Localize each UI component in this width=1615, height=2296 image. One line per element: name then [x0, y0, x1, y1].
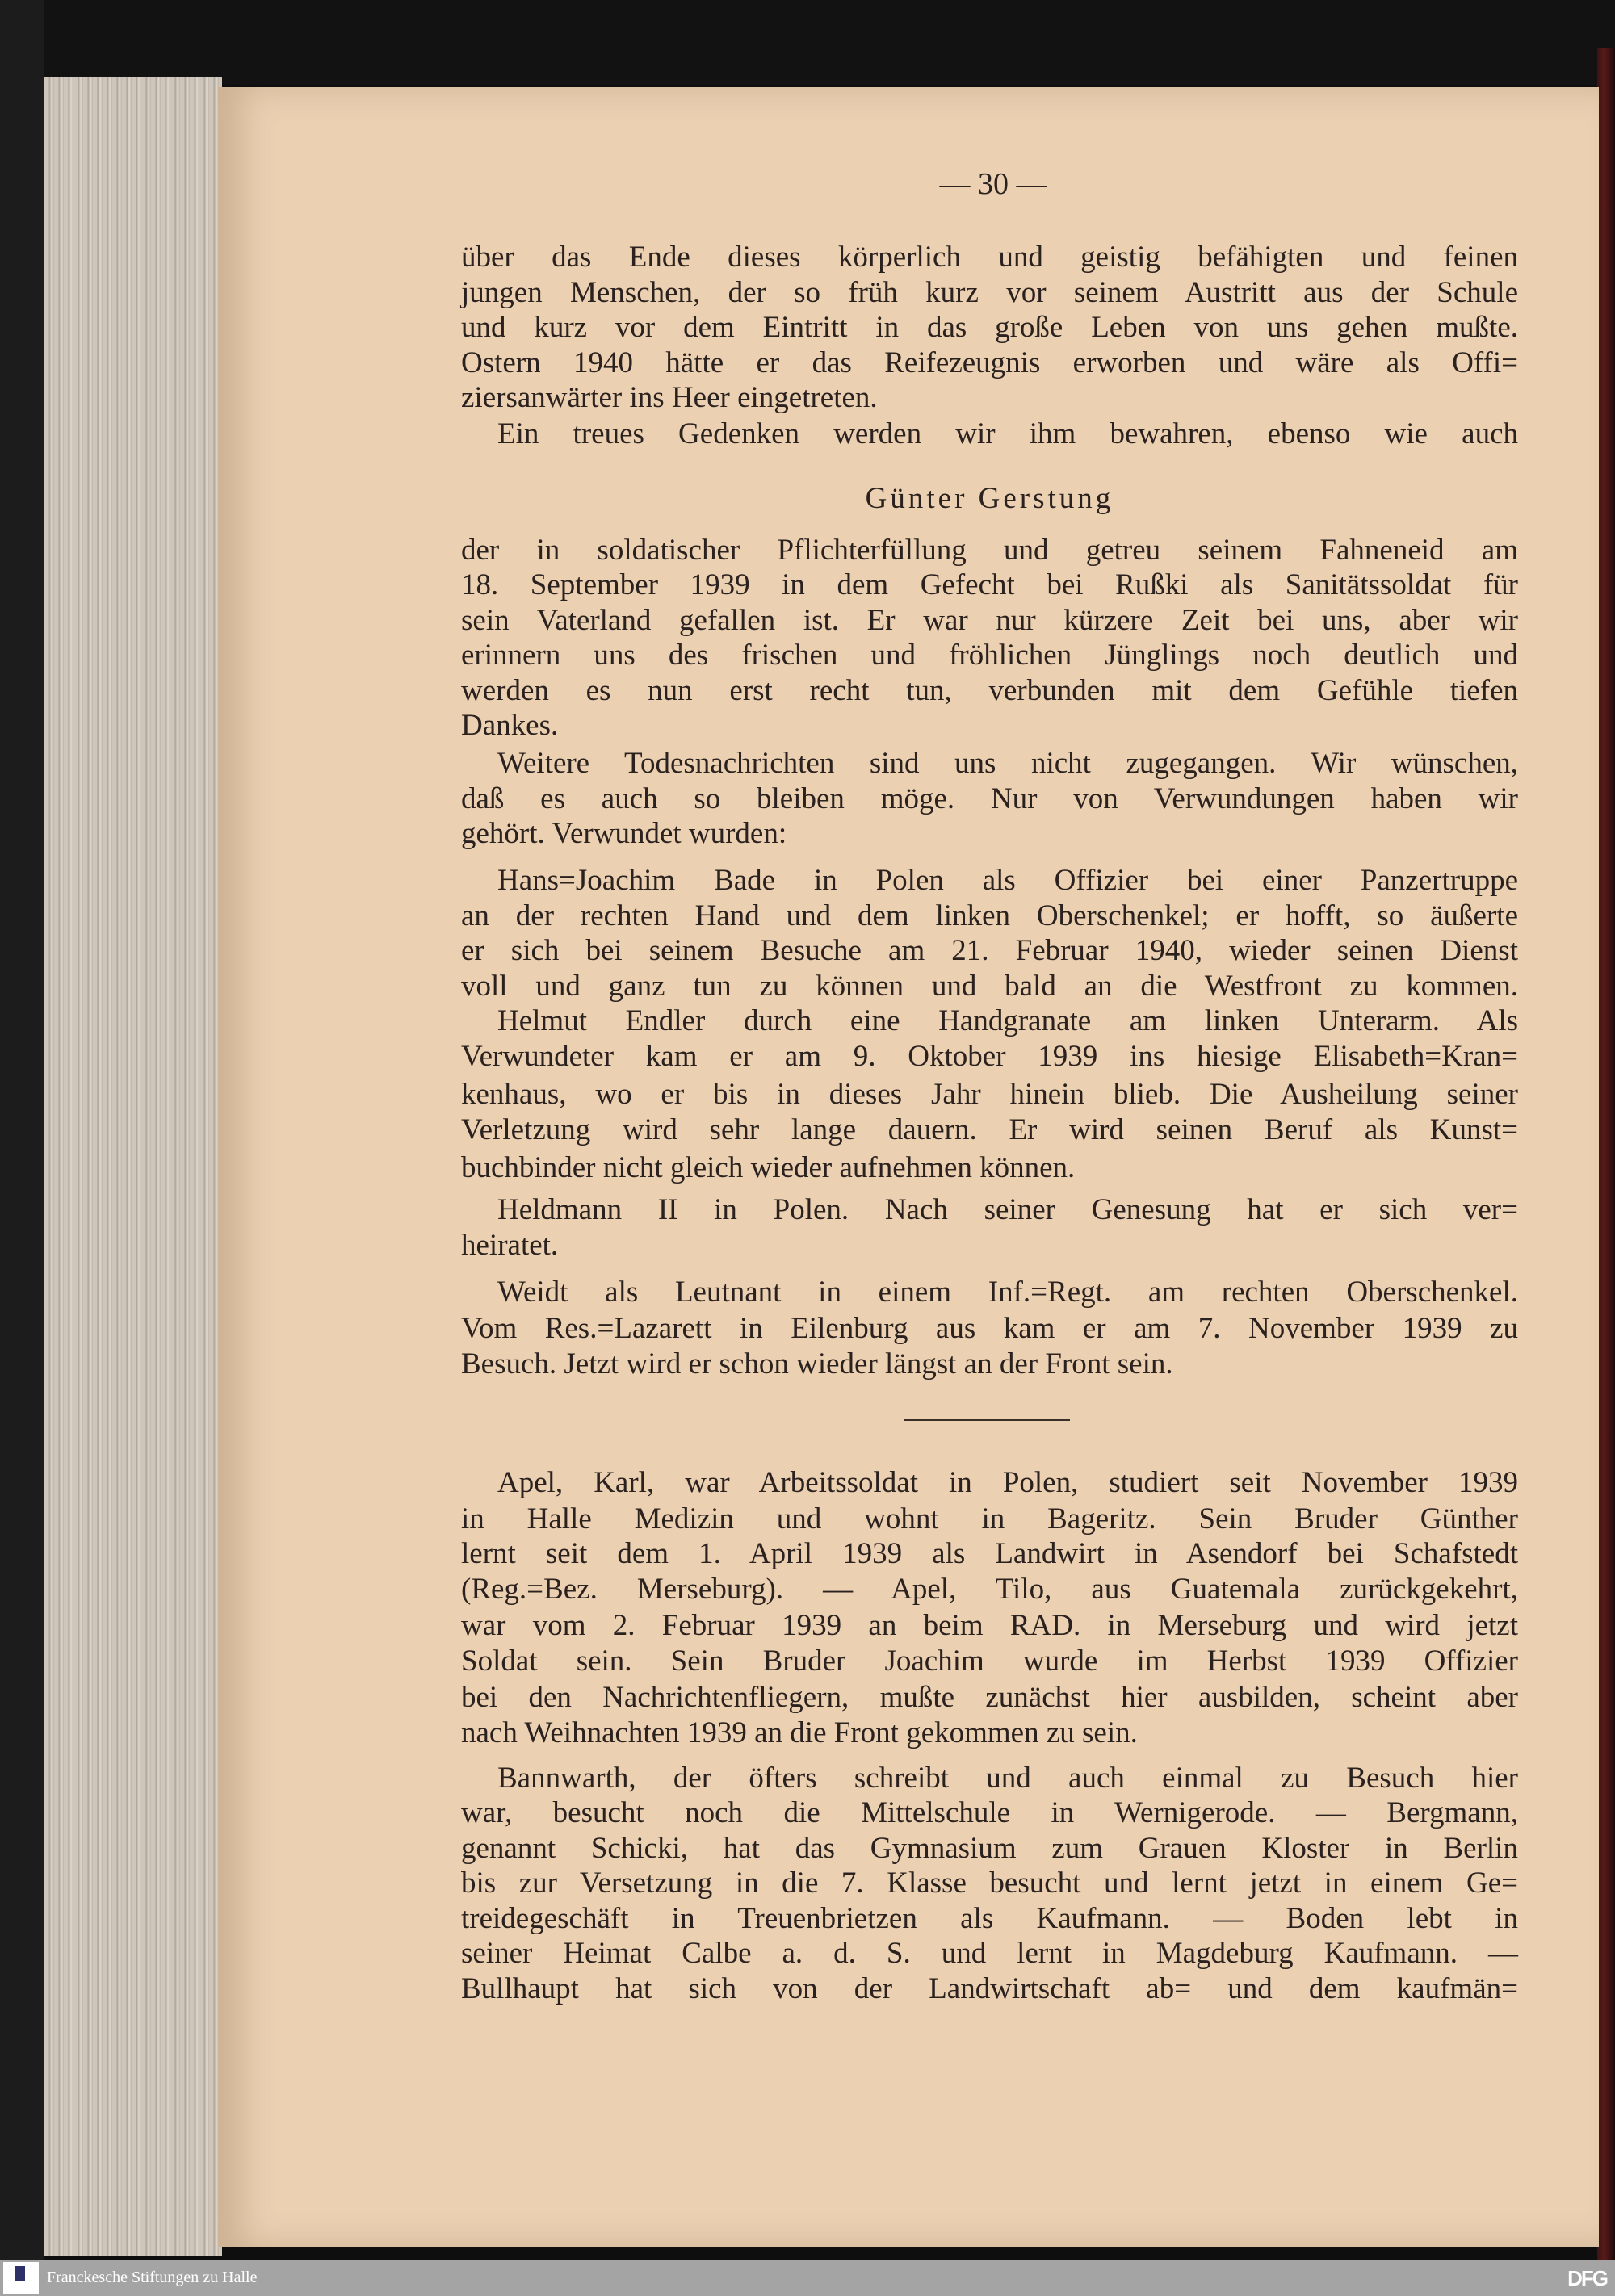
text-line: bis zur Versetzung in die 7. Klasse besucht und lernt jetzt in einem Ge= [461, 1867, 1518, 1900]
logo-figure-icon [15, 2266, 25, 2281]
text-line: treidegeschäft in Treuenbrietzen als Kaufmann. — Boden lebt in [461, 1902, 1518, 1935]
text-line: war, besucht noch die Mittelschule in Wernigerode. — Bergmann, [461, 1796, 1518, 1829]
page-edges [44, 77, 222, 2256]
text-line: Hans=Joachim Bade in Polen als Offizier bei einer Panzertruppe [497, 864, 1518, 897]
text-line: der in soldatischer Pflichterfüllung und getreu seinem Fahneneid am [461, 534, 1518, 567]
text-line: Heldmann II in Polen. Nach seiner Genesung hat er sich ver= [497, 1193, 1518, 1226]
text-line: in Halle Medizin und wohnt in Bageritz. Sein Bruder Günther [461, 1502, 1518, 1536]
text-line: heiratet. [461, 1229, 559, 1262]
text-line: Ostern 1940 hätte er das Reifezeugnis erworben und wäre als Offi= [461, 346, 1518, 379]
text-line: gehört. Verwundet wurden: [461, 817, 787, 850]
book-cover-left [0, 0, 44, 2260]
text-line: jungen Menschen, der so früh kurz vor seinem Austritt aus der Schule [461, 276, 1518, 309]
text-line: Bullhaupt hat sich von der Landwirtschaft ab= und dem kaufmän= [461, 1972, 1518, 2005]
text-line: Weitere Todesnachrichten sind uns nicht zugegangen. Wir wünschen, [497, 747, 1518, 780]
institution-name[interactable]: Franckesche Stiftungen zu Halle [47, 2269, 258, 2286]
text-line: sein Vaterland gefallen ist. Er war nur kürzere Zeit bei uns, aber wir [461, 604, 1518, 637]
text-line: erinnern uns des frischen und fröhlichen Jünglings noch deutlich und [461, 639, 1518, 672]
text-line: 18. September 1939 in dem Gefecht bei Rußki als Sanitätssoldat für [461, 568, 1518, 601]
book-cover-top [0, 0, 1615, 85]
institution-logo [3, 2262, 39, 2294]
text-line: an der rechten Hand und dem linken Oberschenkel; er hofft, so äußerte [461, 899, 1518, 932]
text-line: Weidt als Leutnant in einem Inf.=Regt. am rechten Oberschenkel. [497, 1276, 1518, 1309]
text-line: buchbinder nicht gleich wieder aufnehmen können. [461, 1151, 1076, 1184]
text-line: werden es nun erst recht tun, verbunden mit dem Gefühle tiefen [461, 674, 1518, 707]
text-line: daß es auch so bleiben möge. Nur von Verwundungen haben wir [461, 782, 1518, 815]
text-line: Bannwarth, der öfters schreibt und auch einmal zu Besuch hier [497, 1762, 1518, 1795]
section-divider [904, 1419, 1070, 1421]
text-line: er sich bei seinem Besuche am 21. Februar 1940, wieder seinen Dienst [461, 934, 1518, 967]
text-line: Besuch. Jetzt wird er schon wieder längst an der Front sein. [461, 1347, 1173, 1381]
text-line: seiner Heimat Calbe a. d. S. und lernt in Magdeburg Kaufmann. — [461, 1937, 1518, 1970]
page-number: — 30 — [939, 167, 1047, 201]
section-heading: Günter Gerstung [865, 482, 1114, 515]
text-line: Apel, Karl, war Arbeitssoldat in Polen, studiert seit November 1939 [497, 1466, 1518, 1499]
text-line: Soldat sein. Sein Bruder Joachim wurde im Herbst 1939 Offizier [461, 1644, 1518, 1678]
dfg-logo[interactable]: DFG [1567, 2266, 1607, 2290]
text-line: kenhaus, wo er bis in dieses Jahr hinein blieb. Die Ausheilung seiner [461, 1078, 1518, 1111]
text-line: bei den Nachrichtenfliegern, mußte zunächst hier ausbilden, scheint aber [461, 1681, 1518, 1714]
text-line: Verwundeter kam er am 9. Oktober 1939 ins hiesige Elisabeth=Kran= [461, 1040, 1518, 1073]
text-line: genannt Schicki, hat das Gymnasium zum Grauen Kloster in Berlin [461, 1832, 1518, 1865]
viewer-footer [0, 2260, 1615, 2296]
text-line: und kurz vor dem Eintritt in das große Leben von uns gehen mußte. [461, 311, 1518, 344]
text-line: ziersanwärter ins Heer eingetreten. [461, 381, 878, 414]
text-line: lernt seit dem 1. April 1939 als Landwirt in Asendorf bei Schafstedt [461, 1537, 1518, 1570]
text-line: Ein treues Gedenken werden wir ihm bewahren, ebenso wie auch [497, 417, 1518, 450]
text-line: Vom Res.=Lazarett in Eilenburg aus kam er am 7. November 1939 zu [461, 1312, 1518, 1345]
book-cover-right [1597, 48, 1615, 2260]
text-line: Verletzung wird sehr lange dauern. Er wird seinen Beruf als Kunst= [461, 1113, 1518, 1146]
text-line: (Reg.=Bez. Merseburg). — Apel, Tilo, aus Guatemala zurückgekehrt, [461, 1573, 1518, 1606]
text-line: über das Ende dieses körperlich und geistig befähigten und feinen [461, 241, 1518, 274]
text-line: voll und ganz tun zu können und bald an die Westfront zu kommen. [461, 970, 1518, 1003]
text-line: war vom 2. Februar 1939 an beim RAD. in Merseburg und wird jetzt [461, 1609, 1518, 1642]
text-line: Helmut Endler durch eine Handgranate am linken Unterarm. Als [497, 1004, 1518, 1037]
text-line: nach Weihnachten 1939 an die Front gekommen zu sein. [461, 1716, 1138, 1749]
text-line: Dankes. [461, 709, 559, 742]
